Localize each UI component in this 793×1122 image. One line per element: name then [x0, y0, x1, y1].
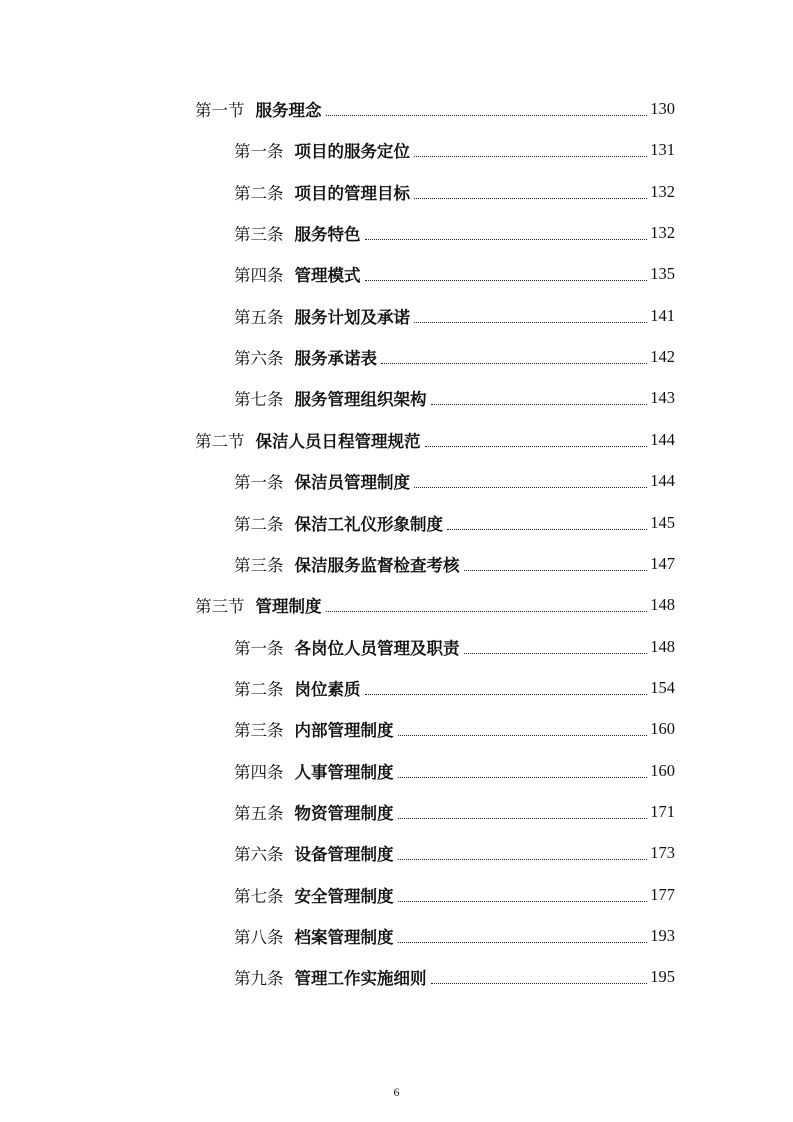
toc-page-number: 132 — [650, 223, 675, 243]
toc-dot-leader — [398, 817, 648, 819]
toc-dot-leader — [447, 528, 647, 530]
toc-dot-leader — [398, 941, 648, 943]
toc-page-number: 131 — [650, 140, 675, 160]
toc-item-row[interactable] — [234, 792, 675, 832]
toc-dot-leader — [464, 652, 648, 654]
toc-dot-leader — [326, 610, 648, 612]
toc-dot-leader — [414, 321, 647, 323]
toc-item-row[interactable] — [234, 668, 675, 708]
toc-entry-number: 第一条 — [234, 638, 284, 658]
toc-dot-leader — [365, 693, 648, 695]
page-number: 6 — [393, 1085, 400, 1099]
toc-entry-number: 第三节 — [195, 597, 245, 617]
toc-entry-title: 安全管理制度 — [294, 886, 394, 906]
toc-item-row[interactable] — [234, 544, 675, 584]
toc-entry-number: 第五条 — [234, 803, 284, 823]
toc-dot-leader — [464, 569, 648, 571]
toc-entry-title: 项目的服务定位 — [294, 142, 410, 162]
toc-dot-leader — [431, 403, 648, 405]
toc-entry-title: 岗位素质 — [294, 679, 361, 699]
toc-entry-number: 第二条 — [234, 514, 284, 534]
toc-dot-leader — [414, 155, 647, 157]
toc-item-row[interactable] — [234, 751, 675, 791]
toc-page-number: 173 — [650, 843, 675, 863]
toc-dot-leader — [398, 734, 648, 736]
toc-page-number: 141 — [650, 305, 675, 325]
table-of-contents — [0, 89, 793, 1069]
toc-dot-leader — [365, 279, 648, 281]
toc-entry-number: 第一节 — [195, 101, 245, 120]
toc-entry-title: 物资管理制度 — [294, 803, 394, 823]
toc-entry-number: 第五条 — [234, 307, 284, 327]
toc-item-row[interactable] — [234, 916, 675, 956]
toc-dot-leader — [431, 982, 648, 984]
toc-entry-title: 各岗位人员管理及职责 — [294, 638, 460, 658]
toc-page-number: 130 — [650, 99, 675, 118]
toc-dot-leader — [398, 776, 648, 778]
toc-item-row[interactable] — [234, 875, 675, 915]
toc-page-number: 147 — [650, 553, 675, 573]
toc-item-row[interactable] — [234, 709, 675, 749]
toc-entry-number: 第二条 — [234, 679, 284, 699]
toc-entry-title: 保洁人员日程管理规范 — [255, 431, 421, 451]
toc-dot-leader — [381, 362, 647, 364]
toc-page-number: 195 — [650, 967, 675, 987]
toc-item-row[interactable] — [234, 254, 675, 294]
toc-item-row[interactable] — [234, 461, 675, 501]
toc-dot-leader — [326, 114, 648, 116]
toc-entry-number: 第七条 — [234, 390, 284, 410]
toc-entry-number: 第四条 — [234, 266, 284, 286]
toc-page-number: 154 — [650, 677, 675, 697]
toc-entry-title: 服务特色 — [294, 225, 361, 245]
toc-item-row[interactable] — [234, 172, 675, 212]
toc-page-number: 160 — [650, 760, 675, 780]
toc-entry-number: 第七条 — [234, 886, 284, 906]
toc-entry-title: 服务理念 — [255, 101, 322, 120]
toc-dot-leader — [365, 238, 648, 240]
toc-entry-title: 保洁员管理制度 — [294, 473, 410, 493]
toc-entry-number: 第三条 — [234, 721, 284, 741]
toc-section-row[interactable] — [195, 420, 675, 460]
toc-entry-title: 服务承诺表 — [294, 349, 377, 369]
toc-entry-number: 第二条 — [234, 183, 284, 203]
toc-page-number: 160 — [650, 719, 675, 739]
toc-dot-leader — [425, 445, 648, 447]
toc-entry-title: 服务管理组织架构 — [294, 390, 427, 410]
toc-dot-leader — [398, 858, 648, 860]
toc-item-row[interactable] — [234, 378, 675, 418]
toc-entry-number: 第一条 — [234, 142, 284, 162]
toc-entry-number: 第八条 — [234, 928, 284, 947]
toc-entry-title: 管理制度 — [255, 597, 322, 617]
toc-page-number: 193 — [650, 926, 675, 945]
toc-entry-title: 管理模式 — [294, 266, 361, 286]
toc-entry-number: 第六条 — [234, 349, 284, 369]
toc-entry-title: 人事管理制度 — [294, 762, 394, 782]
toc-entry-number: 第二节 — [195, 431, 245, 451]
toc-entry-title: 设备管理制度 — [294, 845, 394, 865]
toc-dot-leader — [414, 486, 647, 488]
toc-page-number: 135 — [650, 264, 675, 284]
toc-item-row[interactable] — [234, 337, 675, 377]
toc-entry-title: 内部管理制度 — [294, 721, 394, 741]
toc-entry-number: 第三条 — [234, 225, 284, 245]
toc-entry-number: 第四条 — [234, 762, 284, 782]
toc-entry-title: 服务计划及承诺 — [294, 307, 410, 327]
toc-page-number: 142 — [650, 347, 675, 367]
toc-item-row[interactable] — [234, 503, 675, 543]
toc-item-row[interactable] — [234, 296, 675, 336]
toc-entry-title: 项目的管理目标 — [294, 183, 410, 203]
toc-item-row[interactable] — [234, 957, 675, 997]
toc-page-number: 145 — [650, 512, 675, 532]
toc-entry-number: 第六条 — [234, 845, 284, 865]
toc-entry-title: 管理工作实施细则 — [294, 969, 427, 989]
toc-page-number: 144 — [650, 429, 675, 449]
toc-entry-title: 档案管理制度 — [294, 928, 394, 947]
toc-section-row[interactable] — [195, 89, 675, 129]
toc-page-number: 177 — [650, 884, 675, 904]
toc-page-number: 144 — [650, 471, 675, 491]
toc-item-row[interactable] — [234, 627, 675, 667]
toc-page-number: 148 — [650, 636, 675, 656]
toc-dot-leader — [414, 197, 647, 199]
toc-section-row[interactable] — [195, 585, 675, 625]
toc-entry-number: 第九条 — [234, 969, 284, 989]
toc-entry-number: 第一条 — [234, 473, 284, 493]
toc-page-number: 171 — [650, 801, 675, 821]
toc-item-row[interactable] — [234, 213, 675, 253]
toc-page-number: 143 — [650, 388, 675, 408]
toc-dot-leader — [398, 900, 648, 902]
toc-item-row[interactable] — [234, 833, 675, 873]
toc-page-number: 132 — [650, 181, 675, 201]
toc-item-row[interactable] — [234, 130, 675, 170]
toc-entry-number: 第三条 — [234, 555, 284, 575]
toc-page-number: 148 — [650, 595, 675, 615]
toc-entry-title: 保洁工礼仪形象制度 — [294, 514, 443, 534]
toc-entry-title: 保洁服务监督检查考核 — [294, 555, 460, 575]
